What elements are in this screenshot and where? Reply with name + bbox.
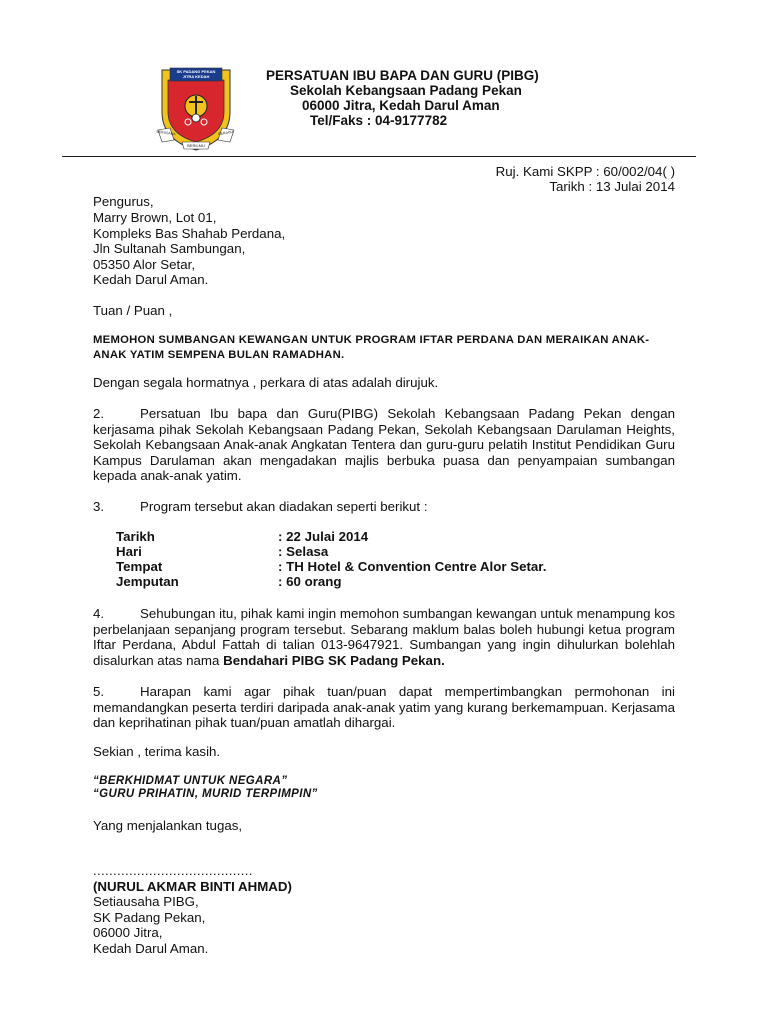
school-crest-logo — [156, 62, 236, 152]
signature-dots: ........................................ — [93, 863, 253, 878]
closing-line: Sekian , terima kasih. — [93, 744, 221, 759]
reference-number: Ruj. Kami SKPP : 60/002/04( ) — [495, 164, 675, 179]
signatory-line: Kedah Darul Aman. — [93, 941, 209, 956]
logo-right-word: BERJAYA — [218, 129, 234, 137]
recipient-line: Kedah Darul Aman. — [93, 272, 209, 287]
motto-line: “BERKHIDMAT UNTUK NEGARA” — [93, 775, 288, 787]
letter-subject: MEMOHON SUMBANGAN KEWANGAN UNTUK PROGRAM IFTAR PERDANA DAN MERAIKAN ANAK-ANAK YATIM SEMPENA BULAN RAMADHAN. — [93, 334, 650, 361]
org-name: PERSATUAN IBU BAPA DAN GURU (PIBG) — [266, 68, 539, 83]
recipient-line: Jln Sultanah Sambungan, — [93, 241, 246, 256]
opening-line: Dengan segala hormatnya , perkara di atas adalah dirujuk. — [93, 375, 439, 390]
detail-label: Jemputan — [116, 574, 179, 589]
motto-line: “GURU PRIHATIN, MURID TERPIMPIN” — [93, 788, 318, 800]
detail-label: Tempat — [116, 559, 163, 574]
paragraph-number: 3. — [93, 499, 105, 514]
signoff-line: Yang menjalankan tugas, — [93, 818, 243, 833]
paragraph-5 — [93, 684, 675, 731]
logo-top-text: SK PADANG PEKAN JITRA KEDAH — [176, 69, 216, 79]
detail-row-hari — [116, 544, 328, 559]
paragraph-text: Harapan kami agar pihak tuan/puan dapat mempertimbangkan permohonan ini memandangkan peserta terdiri daripada anak-anak yatim yang kurang berkemampuan. Kerjasama dan keprihatinan pihak tuan/puan amatlah dihargai. — [93, 684, 675, 730]
paragraph-number: 5. — [93, 684, 105, 699]
detail-value: : Selasa — [278, 544, 329, 559]
recipient-line: 05350 Alor Setar, — [93, 257, 196, 272]
paragraph-number: 2. — [93, 406, 105, 421]
salutation: Tuan / Puan , — [93, 303, 173, 318]
paragraph-text: Program tersebut akan diadakan seperti berikut : — [140, 499, 428, 514]
paragraph-2 — [93, 406, 675, 484]
paragraph-text: Sehubungan itu, pihak kami ingin memohon sumbangan kewangan untuk menampung kos perbelanjaan sepanjang program tersebut. Sebarang maklum balas boleh hubungi ketua program Iftar Perdana, Abdul Fattah di talian 013-9647921. Sumbangan yang ingin dihulurkan bolehlah disalurkan atas nama — [93, 606, 675, 668]
signatory-line: SK Padang Pekan, — [93, 910, 206, 925]
signatory-line: Setiausaha PIBG, — [93, 894, 199, 909]
logo-bottom-word: BERILMU — [187, 143, 205, 148]
detail-label: Tarikh — [116, 529, 155, 544]
recipient-line: Pengurus, — [93, 194, 154, 209]
letterhead-divider — [62, 156, 696, 157]
detail-value: : TH Hotel & Convention Centre Alor Setar. — [278, 559, 547, 574]
detail-value: : 60 orang — [278, 574, 342, 589]
detail-value: : 22 Julai 2014 — [278, 529, 369, 544]
signatory-line: 06000 Jitra, — [93, 925, 163, 940]
detail-row-tempat — [116, 559, 546, 574]
paragraph-text: Persatuan Ibu bapa dan Guru(PIBG) Sekolah Kebangsaan Padang Pekan dengan kerjasama pihak Sekolah Kebangsaan Padang Pekan, Sekolah Kebangsaan Darulaman Heights, Sekolah Kebangsaan Anak-anak Angkatan Tentera dan guru-guru pelatih Institut Pendidikan Guru Kampus Darulaman akan mengadakan majlis berbuka puasa dan penyampaian sumbangan kepada anak-anak yatim. — [93, 406, 675, 483]
paragraph-bold-text: Bendahari PIBG SK Padang Pekan. — [223, 652, 445, 668]
recipient-line: Marry Brown, Lot 01, — [93, 210, 217, 225]
signatory-name: (NURUL AKMAR BINTI AHMAD) — [93, 879, 292, 894]
detail-row-jemputan — [116, 574, 342, 589]
logo-left-word: BERUSAHA — [156, 129, 176, 137]
school-address: 06000 Jitra, Kedah Darul Aman — [302, 98, 500, 113]
paragraph-3 — [93, 499, 675, 515]
school-name: Sekolah Kebangsaan Padang Pekan — [290, 83, 522, 98]
detail-label: Hari — [116, 544, 142, 559]
detail-row-tarikh — [116, 529, 368, 544]
school-phone: Tel/Faks : 04-9177782 — [310, 113, 448, 128]
letter-date: Tarikh : 13 Julai 2014 — [549, 179, 675, 194]
paragraph-4 — [93, 606, 675, 668]
recipient-line: Kompleks Bas Shahab Perdana, — [93, 226, 286, 241]
paragraph-number: 4. — [93, 606, 105, 621]
